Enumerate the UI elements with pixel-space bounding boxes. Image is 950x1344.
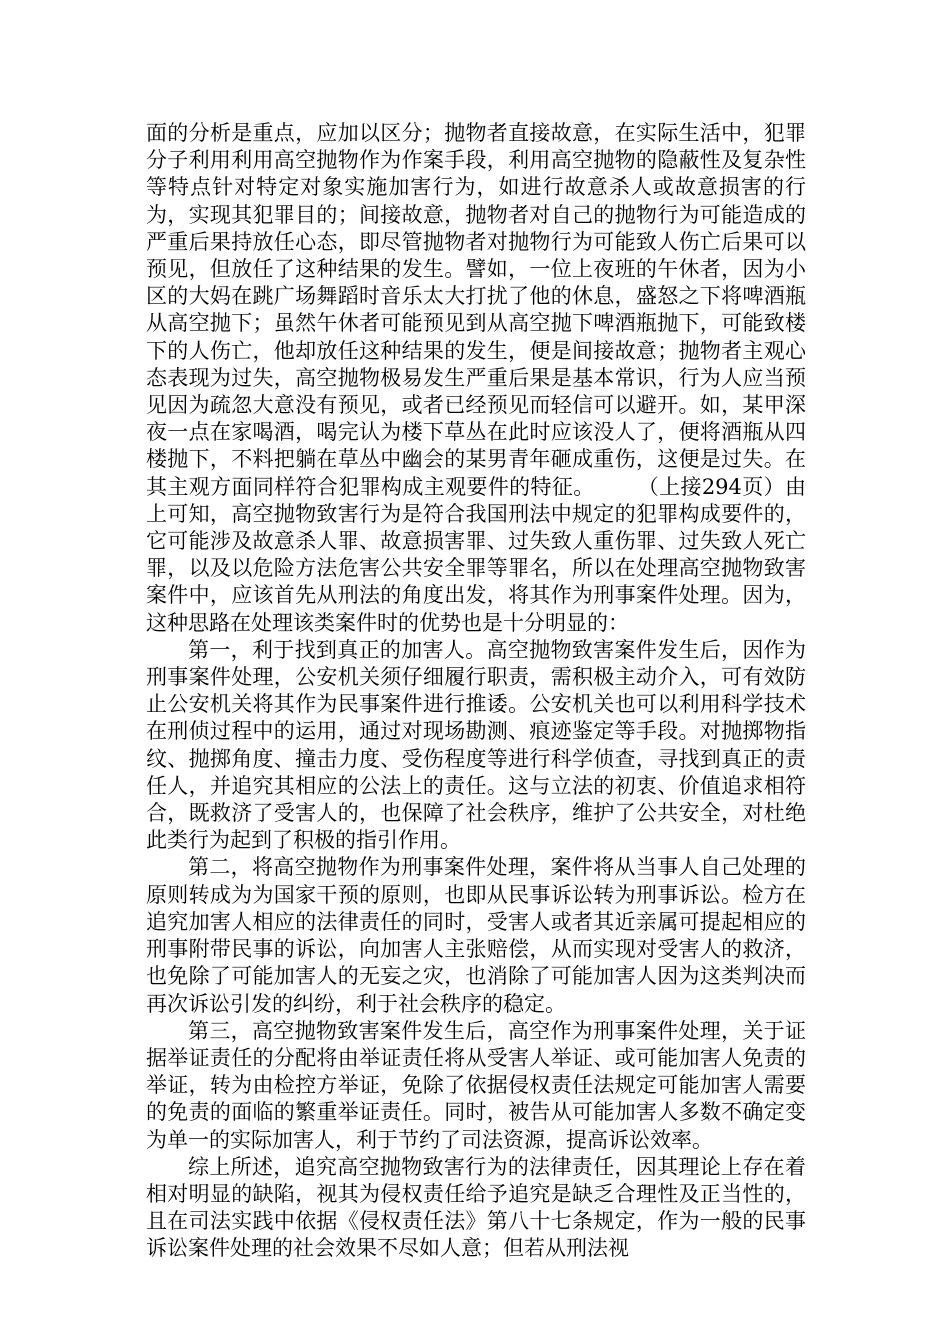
paragraph-conclusion: 综上所述，追究高空抛物致害行为的法律责任，因其理论上存在着相对明显的缺陷，视其为侵权责任给予追究是缺乏合理性及正当性的，且在司法实践中依据《侵权责任法》第八十七条规定，作为一般的民事诉讼案件处理的社会效果不尽如人意；但若从刑法视: [146, 1154, 806, 1261]
paragraph-second-point: 第二，将高空抛物作为刑事案件处理，案件将从当事人自己处理的原则转成为为国家干预的原则，也即从民事诉讼转为刑事诉讼。检方在追究加害人相应的法律责任的同时，受害人或者其近亲属可提起相应的刑事附带民事的诉讼，向加害人主张赔偿，从而实现对受害人的救济，也免除了可能加害人的无妄之灾，也消除了可能加害人因为这类判决而再次诉讼引发的纠纷，利于社会秩序的稳定。: [146, 855, 806, 1016]
document-page: [146, 120, 806, 1263]
paragraph-intro: 面的分析是重点，应加以区分；抛物者直接故意，在实际生活中，犯罪分子利用利用高空抛物作为作案手段，利用高空抛物的隐蔽性及复杂性等特点针对特定对象实施加害行为，如进行故意杀人或故意损害的行为，实现其犯罪目的；间接故意，抛物者对自己的抛物行为可能造成的严重后果持放任心态，即尽管抛物者对抛物行为可能致人伤亡后果可以预见，但放任了这种结果的发生。譬如，一位上夜班的午休者，因为小区的大妈在跳广场舞蹈时音乐太大打扰了他的休息，盛怒之下将啤酒瓶从高空抛下；虽然午休者可能预见到从高空抛下啤酒瓶抛下，可能致楼下的人伤亡，他却放任这种结果的发生，便是间接故意；抛物者主观心态表现为过失，高空抛物极易发生严重后果是基本常识，行为人应当预见因为疏忽大意没有预见，或者已经预见而轻信可以避开。如，某甲深夜一点在家喝酒，喝完认为楼下草丛在此时应该没人了，便将酒瓶从四楼抛下，不料把躺在草丛中幽会的某男青年砸成重伤，这便是过失。在其主观方面同样符合犯罪构成主观要件的特征。 （上接294页）由上可知，高空抛物致害行为是符合我国刑法中规定的犯罪构成要件的，它可能涉及故意杀人罪、故意损害罪、过失致人重伤罪、过失致人死亡罪，以及以危险方法危害公共安全罪等罪名，所以在处理高空抛物致害案件中，应该首先从刑法的角度出发，将其作为刑事案件处理。因为，这种思路在处理该类案件时的优势也是十分明显的：: [146, 121, 806, 635]
paragraph-first-point: 第一，利于找到真正的加害人。高空抛物致害案件发生后，因作为刑事案件处理，公安机关须仔细履行职责，需积极主动介入，可有效防止公安机关将其作为民事案件进行推诿。公安机关也可以利用科学技术在刑侦过程中的运用，通过对现场勘测、痕迹鉴定等手段。对抛掷物指纹、抛掷角度、撞击力度、受伤程度等进行科学侦查，寻找到真正的责任人，并追究其相应的公法上的责任。这与立法的初衷、价值追求相符合，既救济了受害人的，也保障了社会秩序，维护了公共安全，对杜绝此类行为起到了积极的指引作用。: [146, 637, 806, 853]
paragraph-third-point: 第三，高空抛物致害案件发生后，高空作为刑事案件处理，关于证据举证责任的分配将由举证责任将从受害人举证、或可能加害人免责的举证，转为由检控方举证，免除了依据侵权责任法规定可能加害人需要的免责的面临的繁重举证责任。同时，被告从可能加害人多数不确定变为单一的实际加害人，利于节约了司法资源，提高诉讼效率。: [146, 1018, 806, 1152]
